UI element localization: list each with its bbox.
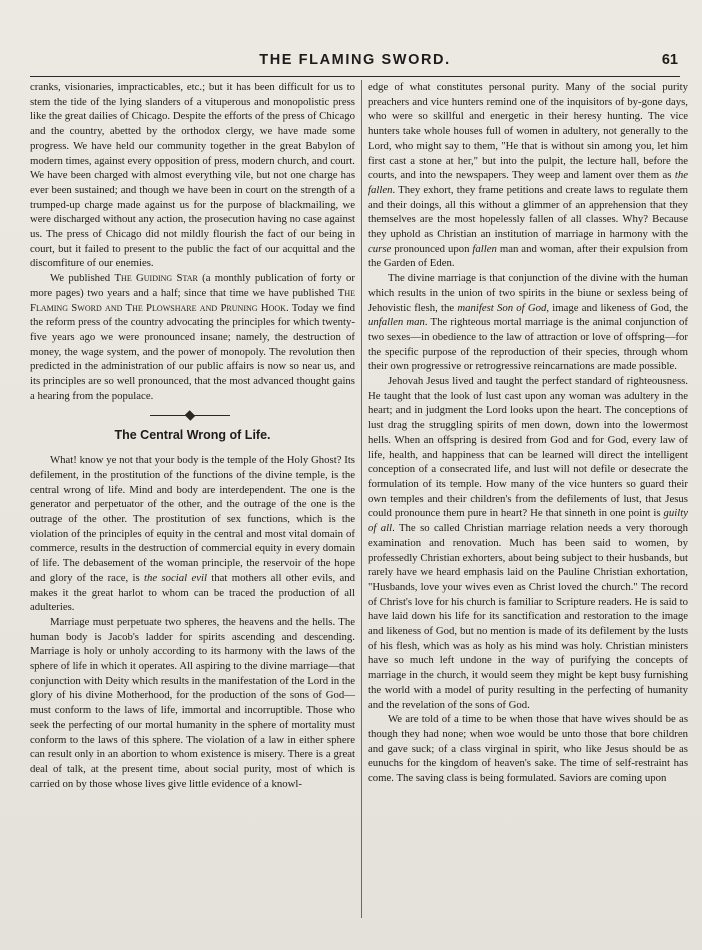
emphasis: manifest Son of God (457, 301, 547, 314)
emphasis: the social evil (143, 571, 207, 584)
column-rule (361, 80, 362, 918)
emphasis: the fallen (368, 169, 688, 196)
emphasis: curse (368, 242, 392, 255)
paragraph: edge of what constitutes personal purity. Many of the social purity preachers and vice hunters remind one of the inquisitors of by-gone days, who were so skillful and energetic in their heresy hunting. The vice hunters take whole houses full of women in adultery, not generally to the Lord, who might say to them, "He that is without sin among you, let him first cast a stone at her," but into the pulpit, the lecture hall, before the courts, and into the newspapers. They weep and lament over them as the fallen. They exhort, they frame petitions and create laws to regulate them and their doings, all this without a glimmer of an apprehension that they themselves are the most hopelessly fallen of all classes. Why? Because they uphold as Christian an institution of marriage in harmony with the curse pronounced upon fallen man and woman, after their expulsion from the Garden of Eden. (368, 81, 689, 270)
page-number: 61 (661, 52, 678, 68)
publication-title: The Guiding Star (114, 272, 198, 285)
running-title: THE FLAMING SWORD. (259, 52, 451, 68)
right-column (368, 80, 688, 786)
left-column (30, 80, 355, 791)
paragraph: Jehovah Jesus lived and taught the perfect standard of righteousness. He taught that the look of lust cast upon any woman was adultery in the heart; and in judgment the Lord looks upon the heart. The conceptions of lust drag the struggling spirits of men down, down into the lowermost hells. When an offspring is desired from God and for God, every law of life, health, and happiness that can be learned will direct the intelligent conception of a consecrated life, and lust will not defile or desecrate the formulation of its temple. How many of the vice hunters so guard their own temples and their children's from the defilements of lust, that Jesus could pronounce them pure in heart? He that sinneth in one point is guilty of all. The so called Christian marriage relation needs a very thorough examination and renovation. Much has been said to women, by professedly Christian exhorters, about being subject to their husbands, but rarely have we heard emphasis laid on the Pauline Christian exhortation, "Husbands, love your wives even as Christ loved the church." The record of Christ's love for his church is familiar to Scripture readers. He is said to have laid down his life for its sanctification and restoration to the image and likeness of God, but no mention is made of its defilement by the lusts of his flesh, which was as holy as his mind was holy. Christian ministers have so much left undone in the way of purifying the concepts of marriage in the church, it would seem they might be kept busy furnishing the world with a model of purity resulting in the perfecting of humanity and the revelation of the sons of God. (368, 375, 688, 711)
section-heading: The Central Wrong of Life. (114, 428, 271, 443)
publication-title: The Flaming Sword and The Plowshare and Pruning Hook (30, 286, 355, 314)
paragraph: cranks, visionaries, impracticables, etc.; but it has been difficult for us to stem the tide of the lying slanders of a vituperous and monopolistic press like the great dailies of Chicago. Despite the efforts of the press of Chicago and the country, abetted by the orthodox clergy, we have made some progress. We have held our community together in the great Babylon of modern times, against every opposition of press, modern church, and court. We have been charged with almost everything vile, but not one charge has ever been sustained; and though we have been in court on the strength of a trumped-up charge made against us for the purpose of blackmailing, we were discharged without any action, the prosecution having no case against us. The press of Chicago did not mildly flourish the fact of our being in court, but it failed to present to the public the fact of our acquittal and the discomfiture of our enemies. (30, 81, 355, 270)
emphasis: fallen (472, 242, 497, 255)
paragraph: Marriage must perpetuate two spheres, the heavens and the hells. The human body is Jacob's ladder for spirits ascending and descending. Marriage is holy or unholy according to its harmony with the laws of the sphere of life in which it operates. All aspiring to the divine marriage—that conjunction with Deity which results in the manifestation of the Lord in the glory of his divine Motherhood, for the production of the sons of God—must conform to the laws of life, immortal and incorruptible. Those who seek the perfecting of our mortal humanity in the sphere of mortality must conform to the laws of this sphere. The violation of a law in either sphere can result only in an abortion to whom existence is misery. There is a great deal of talk, at the present time, about social purity, most of which is carried on by those whose lives give little evidence of a knowl- (30, 615, 355, 790)
diamond-ornament-icon (185, 411, 196, 422)
page-header (30, 46, 680, 77)
ornamental-divider (30, 408, 355, 424)
emphasis: guilty of all (368, 507, 688, 535)
paragraph: What! know ye not that your body is the temple of the Holy Ghost? Its defilement, in the prostitution of the functions of the divine temple, is the central wrong of life. Mind and body are interdependent. The one is the generator and perpetuator of the other, and the outrage of the one is the outrage of the other. The prostitution of sex functions, which is the violation of the principles of equity in the central and most vital domain of commerce, results in the destruction of commercial equity in every domain of life. The debasement of the woman principle, the reservoir of the hope and glory of the race, is the social evil that mothers all other evils, and makes it the great harlot to whom can be traced the production of all adulteries. (30, 454, 355, 614)
paragraph: The divine marriage is that conjunction of the divine with the human which results in the union of two spirits in the biune or sexless being of Jehovistic flesh, the manifest Son of God, image and likeness of God, the unfallen man. The righteous mortal marriage is the animal conjunction of two sexes—in obedience to the law of attraction or love of offspring—for the specific purpose of the reproduction of their species, through whom their own progressive or retrogressive reincarnations are made possible. (368, 272, 688, 373)
paragraph: We are told of a time to be when those that have wives should be as though they had none; when woe would be unto those that bore children and gave suck; of a class virginal in spirit, who like Jesus should be as eunuchs for the kingdom of heaven's sake. The time of self-restraint has come. The saving class is being formulated. Saviors are coming upon (368, 713, 688, 785)
paragraph: We published The Guiding Star (a monthly publication of forty or more pages) two years and a half; since that time we have published The Flaming Sword and The Plowshare and Pruning Hook. Today we find the reform press of the country advocating the principles for which twenty-five years ago we were pronounced insane; namely, the destruction of money, the wage system, and the power of monopoly. The revolution then predicted in the administration of our public affairs is now so near us, and its principles are so well pronounced, that the most advanced thought gains a hearing from the populace. (30, 272, 355, 402)
emphasis: unfallen man (368, 316, 425, 329)
